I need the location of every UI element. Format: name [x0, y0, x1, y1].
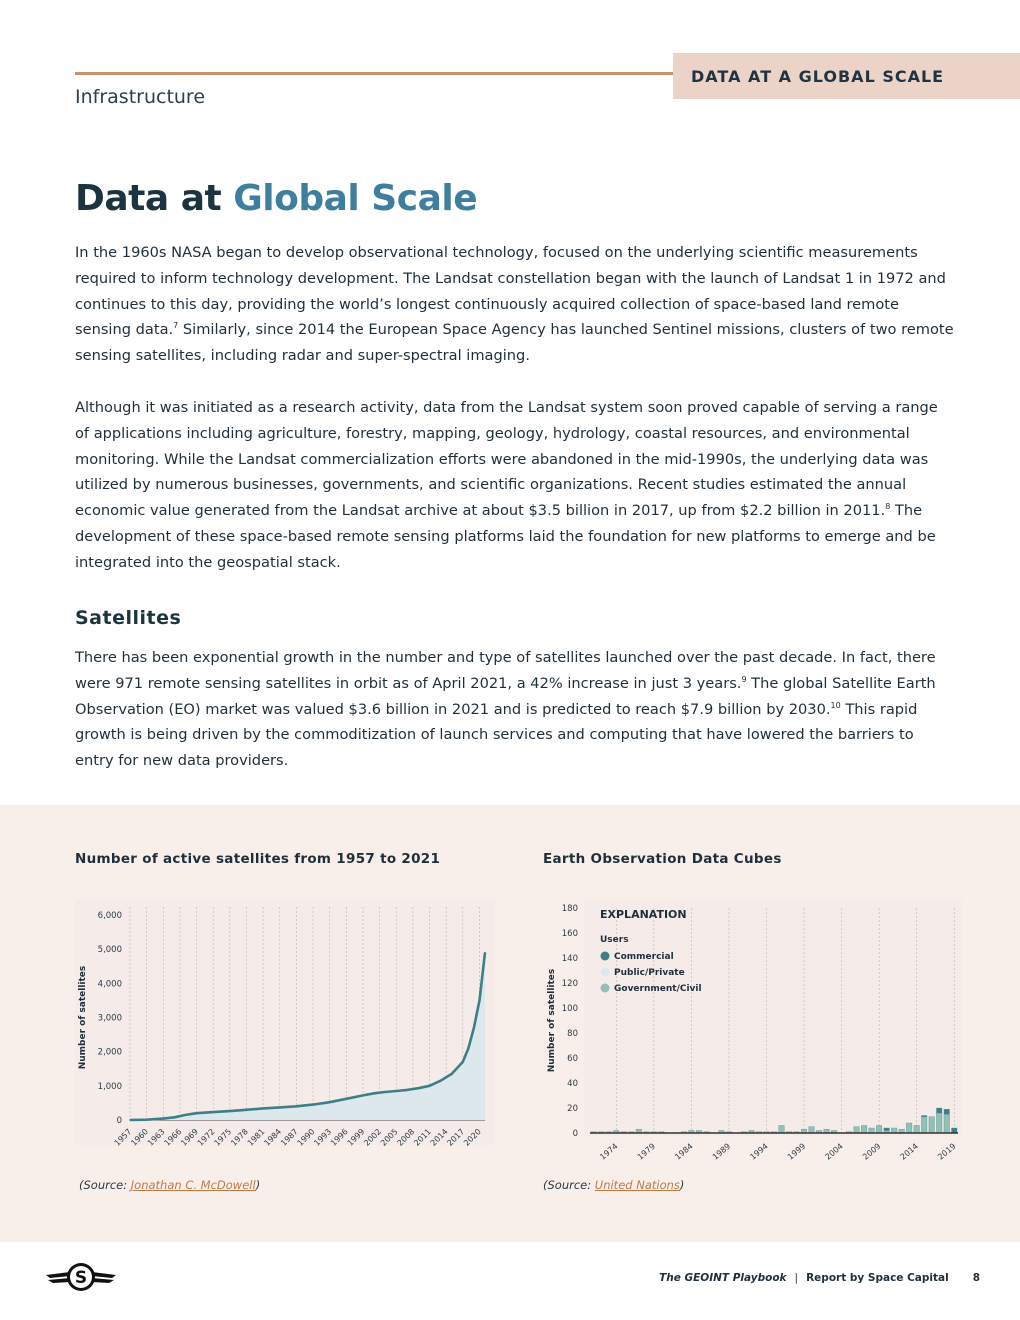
y-tick-label: 0: [116, 1116, 122, 1126]
y-tick-label: 3,000: [97, 1013, 122, 1024]
data-point: [146, 1119, 148, 1121]
y-tick-label: 60: [567, 1054, 578, 1064]
footer-publication: The GEOINT Playbook: [659, 1272, 787, 1284]
x-tick-label: 1999: [345, 1127, 367, 1148]
data-point: [484, 952, 486, 954]
x-tick-label: 1984: [673, 1141, 695, 1162]
y-tick-label: 180: [561, 904, 578, 914]
data-point: [479, 1000, 481, 1002]
bar-commercial: [951, 1128, 957, 1133]
x-tick-label: 2020: [462, 1127, 483, 1148]
source-suffix: ): [255, 1178, 261, 1192]
x-tick-label: 1987: [279, 1127, 300, 1148]
chart-1-title: Number of active satellites from 1957 to 2021: [75, 851, 441, 867]
y-tick-label: 40: [567, 1079, 578, 1089]
data-point: [129, 1119, 131, 1121]
source-link-united-nations[interactable]: United Nations: [594, 1178, 680, 1192]
bar-government: [906, 1123, 912, 1133]
title-accent: Global Scale: [233, 178, 478, 219]
y-tick-label: 2,000: [97, 1047, 122, 1058]
y-tick-label: 160: [561, 929, 578, 939]
eo-data-cubes-chart: [540, 898, 965, 1163]
paragraph-2-text-b: The development of these space-based remote sensing platforms laid the foundation for new platforms to emerge and be integrated into the geospatial stack.: [75, 502, 936, 571]
legend-label: Government/Civil: [614, 984, 702, 994]
y-tick-label: 20: [567, 1104, 578, 1114]
data-point: [362, 1095, 364, 1097]
section-label: Infrastructure: [75, 86, 206, 108]
legend-swatch: [601, 984, 610, 993]
data-point: [418, 1087, 420, 1089]
y-axis-label: Number of satellites: [547, 968, 557, 1073]
paragraph-3-text-a: There has been exponential growth in the number and type of satellites launched over the past decade. In fact, there were 971 remote sensing satellites in orbit as of April 2021, a 42% increase in just 3 years.: [75, 649, 936, 692]
data-point: [440, 1080, 442, 1082]
title-main: Data at: [75, 178, 234, 219]
subheading-satellites: Satellites: [75, 607, 182, 629]
x-tick-label: 1981: [245, 1127, 267, 1148]
x-tick-label: 2017: [445, 1127, 467, 1148]
data-point: [174, 1116, 176, 1118]
x-tick-label: 1999: [785, 1141, 808, 1162]
active-satellites-chart: [75, 900, 495, 1160]
y-tick-label: 6,000: [97, 911, 122, 921]
data-point: [162, 1118, 164, 1120]
bar-government: [779, 1126, 785, 1134]
data-point: [262, 1108, 264, 1110]
bar-government: [869, 1128, 875, 1133]
x-tick-label: 1969: [179, 1127, 200, 1148]
footer: [659, 1272, 980, 1284]
legend-label: Commercial: [614, 952, 674, 962]
y-tick-label: 100: [561, 1004, 578, 1014]
paragraph-1-text-a: In the 1960s NASA began to develop observational technology, focused on the underlying scientific measurements required to inform technology development. The Landsat constellation began with the launch of Landsat 1 in 1972 and continues to this day, providing the world’s longest continuously acquired collection of space-based land remote sensing data.: [75, 244, 946, 339]
x-tick-label: 1993: [312, 1127, 334, 1148]
header-rule: [75, 72, 675, 75]
footnote-ref-7: 7: [173, 321, 179, 331]
data-point: [296, 1106, 298, 1108]
y-axis-label: Number of satellites: [78, 965, 88, 1070]
data-point: [451, 1073, 453, 1075]
x-tick-label: 2005: [378, 1127, 400, 1148]
bar-commercial: [936, 1108, 942, 1113]
data-point: [395, 1090, 397, 1092]
x-tick-label: 2004: [823, 1141, 845, 1162]
svg-text:S: S: [74, 1268, 88, 1288]
x-tick-label: 1994: [748, 1141, 770, 1162]
x-tick-label: 1957: [112, 1127, 134, 1148]
y-tick-label: 4,000: [97, 979, 122, 990]
y-tick-label: 140: [561, 954, 578, 964]
paragraph-1: [75, 240, 955, 369]
chart-1-source: [79, 1178, 260, 1192]
footnote-ref-9: 9: [741, 674, 747, 684]
x-tick-label: 1972: [195, 1127, 217, 1148]
legend-subtitle: Users: [600, 935, 629, 945]
x-tick-label: 1979: [635, 1141, 658, 1162]
x-tick-label: 1960: [129, 1127, 151, 1148]
data-point: [407, 1089, 409, 1091]
bar-commercial: [921, 1116, 927, 1117]
bar-commercial: [884, 1128, 890, 1131]
y-tick-label: 1,000: [97, 1081, 122, 1092]
page-number: 8: [972, 1272, 980, 1284]
x-tick-label: 2008: [395, 1127, 417, 1148]
x-tick-label: 1975: [212, 1127, 234, 1148]
data-point: [462, 1061, 464, 1063]
bar-government: [809, 1127, 815, 1133]
data-point: [196, 1112, 198, 1114]
x-tick-label: 2019: [936, 1141, 958, 1162]
x-tick-label: 2011: [412, 1127, 433, 1148]
footer-separator: |: [794, 1272, 799, 1284]
y-tick-label: 80: [567, 1029, 578, 1039]
legend-label: Public/Private: [614, 968, 685, 978]
bar-government: [944, 1114, 950, 1133]
bar-government: [921, 1117, 927, 1133]
data-point: [473, 1027, 475, 1029]
paragraph-2-text-a: Although it was initiated as a research activity, data from the Landsat system soon proved capable of serving a range of applications including agriculture, forestry, mapping, geology, hydrology, coastal resources, and environmental monitoring. While the Landsat commercialization efforts were abandoned in the mid-1990s, the underlying data was utilized by numerous businesses, governments, and scientific organizations. Recent studies estimated the annual economic value generated from the Landsat archive at about $3.5 billion in 2017, up from $2.2 billion in 2011.: [75, 399, 938, 520]
data-point: [312, 1104, 314, 1106]
bar-government: [876, 1126, 882, 1134]
x-tick-label: 1978: [229, 1127, 250, 1148]
page-title: [75, 178, 477, 219]
bar-government: [854, 1127, 860, 1133]
x-tick-label: 1984: [262, 1127, 284, 1148]
y-tick-label: 0: [572, 1129, 578, 1139]
data-point: [279, 1107, 281, 1109]
source-suffix: ): [679, 1178, 685, 1192]
plot-background: [584, 900, 962, 1136]
x-tick-label: 2009: [861, 1141, 883, 1162]
bar-government: [914, 1126, 920, 1134]
data-point: [329, 1101, 331, 1103]
data-point: [384, 1091, 386, 1093]
x-tick-label: 1966: [162, 1127, 184, 1148]
paragraph-3: [75, 645, 955, 774]
section-banner: DATA AT A GLOBAL SCALE: [673, 53, 1020, 99]
data-point: [429, 1085, 431, 1087]
x-tick-label: 1974: [598, 1141, 620, 1162]
source-prefix: (Source:: [543, 1178, 595, 1192]
y-tick-label: 5,000: [97, 945, 122, 956]
x-tick-label: 1996: [328, 1127, 350, 1148]
paragraph-2: [75, 395, 955, 576]
paragraph-3-text-b: The global Satellite Earth Observation (EO) market was valued $3.6 billion in 2021 and is predicted to reach $7.9 billion by 2030.: [75, 674, 936, 718]
space-capital-logo: [44, 1261, 118, 1295]
footnote-ref-8: 8: [885, 502, 891, 512]
chart-2-title: Earth Observation Data Cubes: [543, 851, 782, 867]
source-prefix: (Source:: [79, 1178, 131, 1192]
bar-government: [891, 1128, 897, 1133]
source-link-mcdowell[interactable]: Jonathan C. McDowell: [130, 1178, 256, 1192]
x-tick-label: 2002: [362, 1127, 384, 1148]
data-point: [246, 1109, 248, 1111]
data-point: [185, 1114, 187, 1116]
paragraph-1-text-b: Similarly, since 2014 the European Space Agency has launched Sentinel missions, clusters of two remote sensing satellites, including radar and super-spectral imaging.: [75, 321, 954, 365]
data-point: [229, 1110, 231, 1112]
paragraph-3-text-c: This rapid growth is being driven by the commoditization of launch services and computing that have lowered the barriers to entry for new data providers.: [75, 700, 918, 770]
y-tick-label: 120: [561, 979, 578, 989]
data-point: [346, 1098, 348, 1100]
bar-government: [936, 1113, 942, 1133]
x-tick-label: 2014: [428, 1127, 450, 1148]
bar-government: [929, 1117, 935, 1133]
bar-commercial: [944, 1109, 950, 1114]
data-point: [468, 1047, 470, 1049]
legend-swatch: [601, 968, 610, 977]
x-tick-label: 1989: [710, 1141, 733, 1162]
data-point: [212, 1111, 214, 1113]
footnote-ref-10: 10: [830, 700, 841, 710]
chart-2-source: [543, 1178, 684, 1192]
x-tick-label: 1990: [295, 1127, 317, 1148]
data-point: [373, 1093, 375, 1095]
legend-swatch: [601, 952, 610, 961]
bar-government: [861, 1126, 867, 1134]
x-tick-label: 2014: [898, 1141, 920, 1162]
legend-title: EXPLANATION: [600, 908, 687, 921]
x-tick-label: 1963: [145, 1127, 167, 1148]
footer-author: Report by Space Capital: [806, 1272, 949, 1284]
